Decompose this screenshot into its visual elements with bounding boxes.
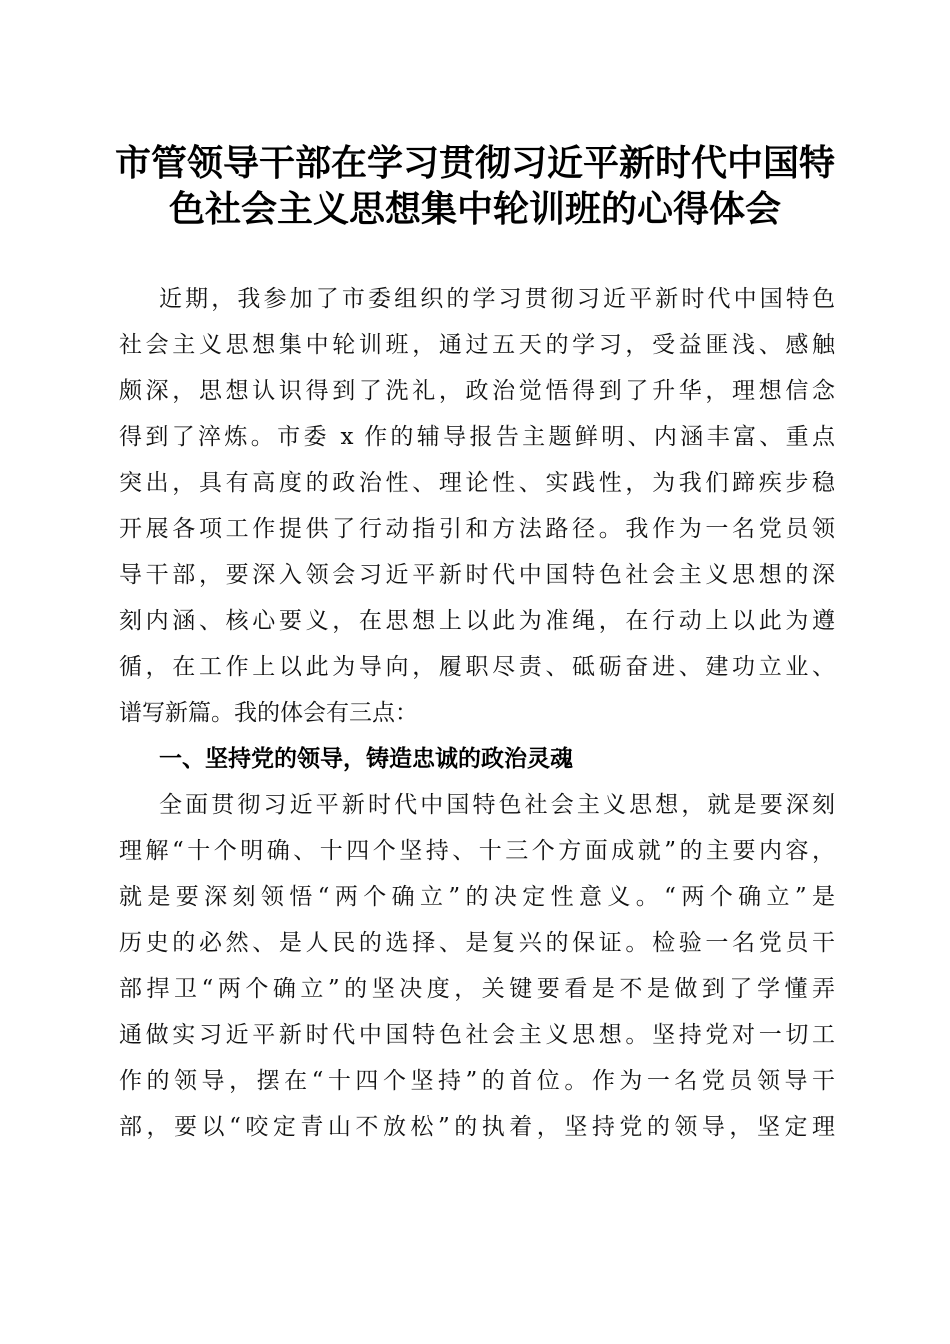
paragraph-line: 社会主义思想集中轮训班，通过五天的学习，受益匪浅、感触 <box>119 332 835 358</box>
paragraph-line: 部捍卫“两个确立”的坚决度，关键要看是不是做到了学懂弄 <box>119 976 835 1002</box>
section1-paragraph <box>119 782 835 1150</box>
document-body <box>119 276 835 1150</box>
paragraph-line: 开展各项工作提供了行动指引和方法路径。我作为一名党员领 <box>119 516 835 542</box>
document-title <box>60 140 890 232</box>
title-line-1: 市管领导干部在学习贯彻习近平新时代中国特 <box>114 142 835 184</box>
paragraph-line: 导干部，要深入领会习近平新时代中国特色社会主义思想的深 <box>119 562 835 588</box>
paragraph-line: 作的领导，摆在“十四个坚持”的首位。作为一名党员领导干 <box>119 1068 835 1094</box>
paragraph-line: 突出，具有高度的政治性、理论性、实践性，为我们蹄疾步稳 <box>119 470 835 496</box>
paragraph-line: 全面贯彻习近平新时代中国特色社会主义思想，就是要深刻 <box>159 792 835 818</box>
paragraph-line: 历史的必然、是人民的选择、是复兴的保证。检验一名党员干 <box>119 930 835 956</box>
paragraph-line: 得到了淬炼。市委 x 作的辅导报告主题鲜明、内涵丰富、重点 <box>119 424 835 450</box>
paragraph-line: 刻内涵、核心要义，在思想上以此为准绳，在行动上以此为遵 <box>119 608 835 634</box>
paragraph-line: 颇深，思想认识得到了洗礼，政治觉悟得到了升华，理想信念 <box>119 378 835 404</box>
paragraph-line: 部，要以“咬定青山不放松”的执着，坚持党的领导，坚定理 <box>119 1114 835 1140</box>
paragraph-line: 循，在工作上以此为导向，履职尽责、砥砺奋进、建功立业、 <box>119 654 835 680</box>
title-line-2: 色社会主义思想集中轮训班的心得体会 <box>168 188 781 230</box>
paragraph-line: 通做实习近平新时代中国特色社会主义思想。坚持党对一切工 <box>119 1022 835 1048</box>
paragraph-line: 近期，我参加了市委组织的学习贯彻习近平新时代中国特色 <box>159 286 835 312</box>
section-heading: 一、坚持党的领导，铸造忠诚的政治灵魂 <box>159 746 573 772</box>
paragraph-line: 理解“十个明确、十四个坚持、十三个方面成就”的主要内容， <box>119 838 835 864</box>
paragraph-line: 就是要深刻领悟“两个确立”的决定性意义。“两个确立”是 <box>119 884 835 910</box>
paragraph-line: 谱写新篇。我的体会有三点： <box>119 700 418 726</box>
intro-paragraph <box>119 276 835 736</box>
